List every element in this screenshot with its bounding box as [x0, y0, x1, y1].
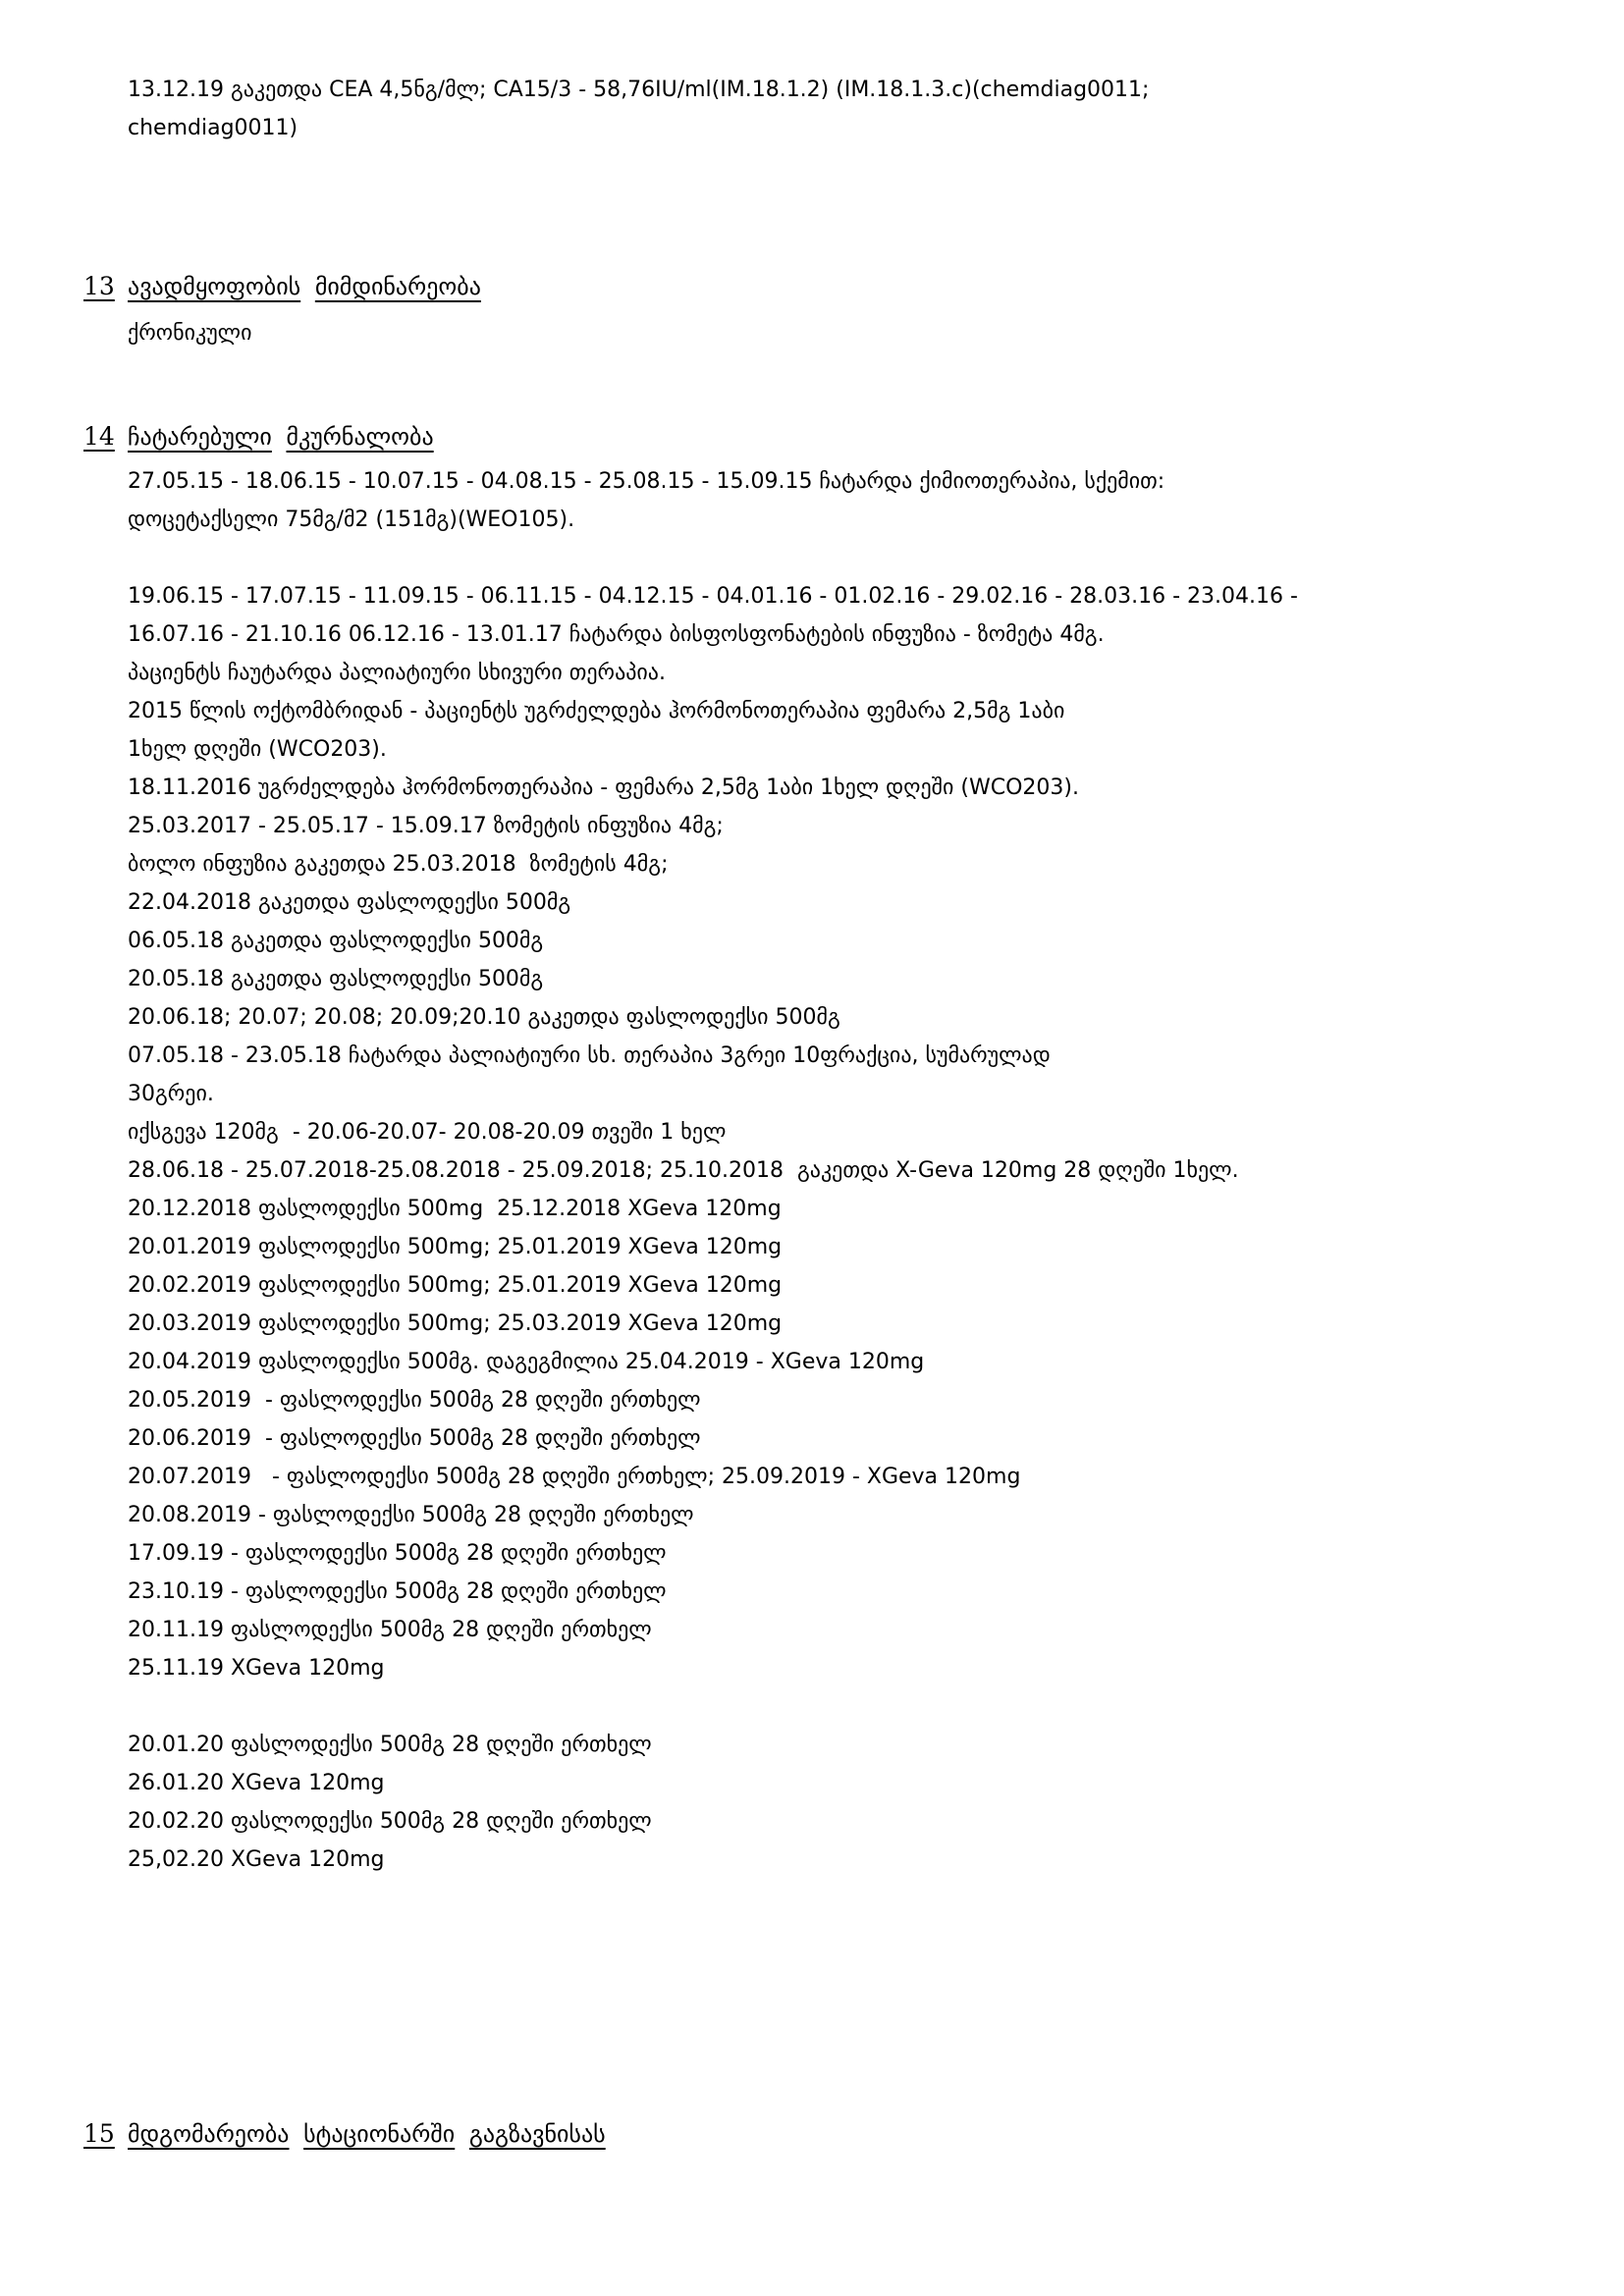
section-body	[128, 314, 1595, 352]
text-line: 20.01.20 ფასლოდექსი 500მგ 28 დღეში ერთხელ	[128, 1733, 652, 1757]
text-line: ქრონიკული	[128, 321, 252, 346]
text-line: პაციენტს ჩაუტარდა პალიატიური სხივური თერაპია.	[128, 661, 666, 685]
text-line: 22.04.2018 გაკეთდა ფასლოდექსი 500მგ	[128, 890, 571, 915]
text-line: chemdiag0011)	[128, 116, 298, 140]
text-line: 20.05.2019 - ფასლოდექსი 500მგ 28 დღეში ერთხელ	[128, 1388, 701, 1413]
section-heading	[128, 423, 434, 451]
heading-word: მიმდინარეობა	[314, 273, 481, 300]
text-line: 20.06.2019 - ფასლოდექსი 500მგ 28 დღეში ერთხელ	[128, 1426, 701, 1451]
text-line: 25.03.2017 - 25.05.17 - 15.09.17 ზომეტის ინფუზია 4მგ;	[128, 814, 724, 838]
section-15	[83, 2112, 1595, 2156]
text-line: 20.11.19 ფასლოდექსი 500მგ 28 დღეში ერთხელ	[128, 1618, 652, 1642]
section-15-heading-row	[83, 2112, 1595, 2156]
intro-paragraph	[128, 71, 1585, 147]
section-14-heading-row	[83, 415, 1595, 458]
section-body	[128, 462, 1595, 1879]
text-line: 26.01.20 XGeva 120mg	[128, 1771, 385, 1795]
text-line: 20.05.18 გაკეთდა ფასლოდექსი 500მგ	[128, 967, 544, 991]
text-line: 20.02.20 ფასლოდექსი 500მგ 28 დღეში ერთხელ	[128, 1809, 652, 1834]
section-number: 13	[83, 272, 115, 300]
text-line	[128, 1687, 1595, 1726]
section-13	[83, 265, 1595, 352]
section-13-heading-row	[83, 265, 1595, 308]
text-line: იქსგევა 120მგ - 20.06-20.07- 20.08-20.09 თვეში 1 ხელ	[128, 1120, 727, 1145]
text-line: 20.03.2019 ფასლოდექსი 500mg; 25.03.2019 XGeva 120mg	[128, 1311, 783, 1336]
text-line: 20.08.2019 - ფასლოდექსი 500მგ 28 დღეში ერთხელ	[128, 1503, 694, 1527]
text-line: 16.07.16 - 21.10.16 06.12.16 - 13.01.17 ჩატარდა ბისფოსფონატების ინფუზია - ზომეტა 4მგ.	[128, 622, 1105, 647]
heading-word: მკურნალობა	[286, 423, 434, 451]
section-number: 14	[83, 422, 115, 451]
heading-word: სტაციონარში	[303, 2120, 456, 2148]
text-line: დოცეტაქსელი 75მგ/მ2 (151მგ)(WEO105).	[128, 507, 575, 532]
text-line: 23.10.19 - ფასლოდექსი 500მგ 28 დღეში ერთხელ	[128, 1579, 667, 1604]
text-line: 13.12.19 გაკეთდა CEA 4,5ნგ/მლ; CA15/3 - 58,76IU/ml(IM.18.1.2) (IM.18.1.3.c)(chemdiag0011;	[128, 78, 1150, 102]
text-line: 20.04.2019 ფასლოდექსი 500მგ. დაგეგმილია 25.04.2019 - XGeva 120mg	[128, 1350, 925, 1374]
text-line: 20.07.2019 - ფასლოდექსი 500მგ 28 დღეში ერთხელ; 25.09.2019 - XGeva 120mg	[128, 1465, 1021, 1489]
text-line: 07.05.18 - 23.05.18 ჩატარდა პალიატიური სხ. თერაპია 3გრეი 10ფრაქცია, სუმარულად	[128, 1043, 1051, 1068]
text-line: ბოლო ინფუზია გაკეთდა 25.03.2018 ზომეტის 4მგ;	[128, 852, 669, 877]
text-line: 19.06.15 - 17.07.15 - 11.09.15 - 06.11.15 - 04.12.15 - 04.01.16 - 01.02.16 - 29.02.16 - 28.03.16 - 23.04.16 -	[128, 584, 1298, 609]
section-number: 15	[83, 2119, 115, 2148]
text-line	[128, 539, 1595, 577]
text-line: 2015 წლის ოქტომბრიდან - პაციენტს უგრძელდება ჰორმონოთერაპია ფემარა 2,5მგ 1აბი	[128, 699, 1065, 723]
heading-word: გაგზავნისას	[468, 2120, 606, 2148]
text-line: 27.05.15 - 18.06.15 - 10.07.15 - 04.08.15 - 25.08.15 - 15.09.15 ჩატარდა ქიმიოთერაპია, სქემით:	[128, 469, 1165, 494]
text-line: 28.06.18 - 25.07.2018-25.08.2018 - 25.09.2018; 25.10.2018 გაკეთდა X-Geva 120mg 28 დღეში 1ხელ.	[128, 1158, 1239, 1183]
text-line: 25.11.19 XGeva 120mg	[128, 1656, 385, 1681]
heading-word: ჩატარებული	[128, 423, 272, 451]
text-line: 20.02.2019 ფასლოდექსი 500mg; 25.01.2019 XGeva 120mg	[128, 1273, 783, 1298]
heading-word: ავადმყოფობის	[128, 273, 301, 300]
text-line: 18.11.2016 უგრძელდება ჰორმონოთერაპია - ფემარა 2,5მგ 1აბი 1ხელ დღეში (WCO203).	[128, 775, 1079, 800]
section-heading	[128, 2120, 606, 2148]
text-line: 06.05.18 გაკეთდა ფასლოდექსი 500მგ	[128, 929, 544, 953]
text-line: 20.06.18; 20.07; 20.08; 20.09;20.10 გაკეთდა ფასლოდექსი 500მგ	[128, 1005, 840, 1030]
text-line: 17.09.19 - ფასლოდექსი 500მგ 28 დღეში ერთხელ	[128, 1541, 667, 1566]
text-line: 25,02.20 XGeva 120mg	[128, 1847, 385, 1872]
text-line: 1ხელ დღეში (WCO203).	[128, 737, 387, 762]
section-14	[83, 415, 1595, 1879]
text-line: 30გრეი.	[128, 1082, 214, 1106]
heading-word: მდგომარეობა	[128, 2120, 290, 2148]
text-line: 20.01.2019 ფასლოდექსი 500mg; 25.01.2019 XGeva 120mg	[128, 1235, 783, 1259]
text-line: 20.12.2018 ფასლოდექსი 500mg 25.12.2018 XGeva 120mg	[128, 1197, 782, 1221]
section-heading	[128, 273, 481, 300]
